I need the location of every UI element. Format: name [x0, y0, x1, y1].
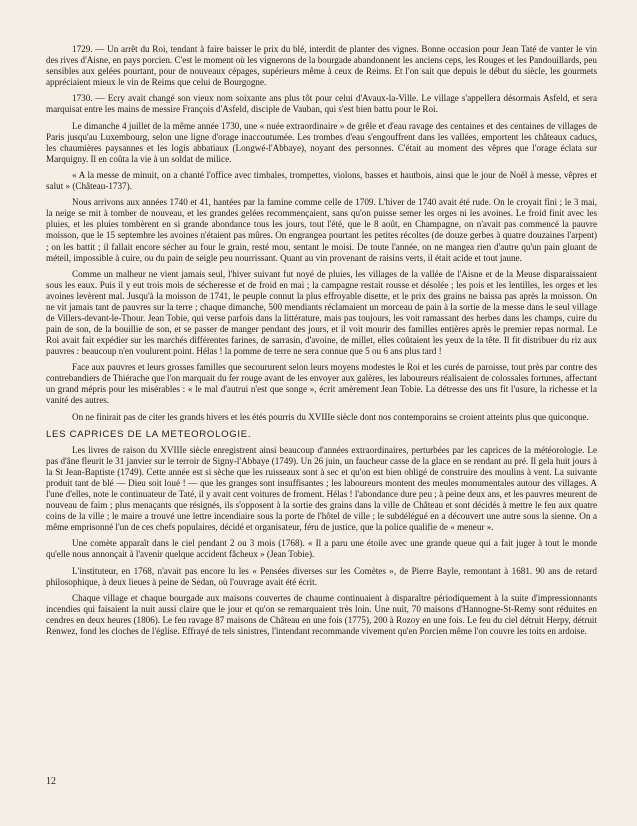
- paragraph: L'instituteur, en 1768, n'avait pas encore lu les « Pensées diverses sur les Comètes », de Pierre Bayle, remontant à 1681. 90 ans de retard philosophique, à deux lieues à peine de Sedan, où l'ouvrage avait été écrit.: [46, 565, 597, 587]
- paragraph: Une comète apparaît dans le ciel pendant 2 ou 3 mois (1768). « Il a paru une étoile avec une grande queue qui a fait juger à tout le monde qu'elle nous annonçait à l'avenir quelque accident fâcheux » (Jean Tobie).: [46, 538, 597, 560]
- paragraph: Face aux pauvres et leurs grosses familles que secoururent selon leurs moyens modestes le Roi et les curés de paroisse, tout près par contre des contrebandiers de Thiérache que l'on marquait du fer rouge avant de les envoyer aux galères, les laboureurs réalisaient de colossales fortunes, affectant un grand mépris pour les misérables : « le mal d'autrui n'est que songe », écrit amèrement Jean Tobie. La détresse des uns fit l'usure, la richesse et la vanité des autres.: [46, 362, 597, 406]
- body-text-part-2: [46, 445, 597, 637]
- section-heading: LES CAPRICES DE LA METEOROLOGIE.: [46, 428, 252, 440]
- paragraph: Comme un malheur ne vient jamais seul, l'hiver suivant fut noyé de pluies, les villages de la vallée de l'Aisne et de la Meuse disparaissaient sous les eaux. Puis il y eut trois mois de sécheresse et de froid en mai ; la campagne restait rousse et désolée ; les pois et les lentilles, les orges et les avoines levèrent mal. Jusqu'à la moisson de 1741, le peuple connut la plus effroyable disette, et le prix des grains ne baissa pas après la moisson. On ne vit jamais tant de pauvres sur la terre ; chaque dimanche, 500 mendiants réclamaient un morceau de pain à la sortie de la messe dans le seul village de Villers-devant-le-Thour. Jean Tobie, qui verse parfois dans la littérature, mais pas toujours, les voit ramassant des herbes dans les champs, cuire du pain de son, de la bouillie de son, et se passer de manger pendant des jours, et il voit mourir des familles entières après le premier repas normal. Le Roi avait fait expédier sur les marchés différentes farines, de sarrasin, d'avoine, de millet, elles coûtaient les yeux de la tête. Il fit distribuer du riz aux pauvres : beaucoup n'en voulurent point. Hélas ! la pomme de terre ne sera connue que 5 ou 6 ans plus tard !: [46, 268, 597, 357]
- paragraph: Les livres de raison du XVIIIe siècle enregistrent ainsi beaucoup d'années extraordinaires, perturbées par les caprices de la météorologie. Le pas d'âne fleurit le 31 janvier sur le terroir de Signy-l'Abbaye (1749). Un 26 juin, un faucheur casse de la glace en se rendant au pré. Il gela huit jours à la St Jean-Baptiste (1749). Cette année est si sèche que les ruisseaux sont à sec et qu'on est bien obligé de construire des moulins à vent. La suivante produit tant de blé — Dieu soit loué ! — que les granges sont insuffisantes ; les laboureurs montent des meules monumentales autour des villages. A l'une d'elles, note le continuateur de Taté, il y avait cent voitures de froment. Hélas ! l'abondance dure peu ; à peine deux ans, et les pauvres meurent de nouveau de faim ; plus menaçants que résignés, ils s'opposent à la sortie des grains dans la ville de Château et sont décidés à mettre le feu aux quatre coins de la ville ; le maire a trouvé une lettre incendiaire sous la porte de l'hôtel de ville ; le subdélégué en a découvert une autre sous la sienne. On a même emprisonné l'un de ces chefs populaires, décidé et organisateur, féru de justice, que la police qualifie de « meneur ».: [46, 444, 597, 533]
- page-number: 12: [46, 776, 56, 787]
- paragraph: On ne finirait pas de citer les grands hivers et les étés pourris du XVIIIe siècle dont nos contemporains se croient atteints plus que quiconque.: [72, 411, 589, 422]
- paragraph: 1730. — Ecry avait changé son vieux nom soixante ans plus tôt pour celui d'Avaux-la-Ville. Le village s'appellera désormais Asfeld, et sera marquisat entre les mains de messire François d'Asfeld, disciple de Vauban, qui s'est bien battu pour le Roi.: [46, 93, 597, 115]
- paragraph: « A la messe de minuit, on a chanté l'office avec timbales, trompettes, violons, basses et hautbois, ainsi que le jour de Noël à messe, vêpres et salut » (Château-1737).: [46, 170, 597, 192]
- paragraph: 1729. — Un arrêt du Roi, tendant à faire baisser le prix du blé, interdit de planter des vignes. Bonne occasion pour Jean Taté de vanter le vin des rives d'Aisne, en pays porcien. C'est le moment où les vignerons de la bourgade abandonnent les anciens ceps, les Rouges et les Pandouillards, peu sensibles aux gelées pourtant, pour de nouveaux cépages, supérieurs même à ceux de Reims. Et l'on sait que depuis le début du siècle, les gourmets appréciaient mieux le vin de Reims que celui de Bourgogne.: [46, 44, 597, 88]
- paragraph: Chaque village et chaque bourgade aux maisons couvertes de chaume continuaient à disparaître périodiquement à la suite d'impressionnants incendies qui faisaient la nuit aussi claire que le jour et qu'on se remarquaient très loin. Une nuit, 70 maisons d'Hannogne-St-Remy sont réduites en cendres en deux heures (1806). Le feu ravage 87 maisons de Château en une fois (1775), 200 à Rozoy en une fois. Le feu du ciel détruit Herpy, détruit Renwez, fond les cloches de l'église. Effrayé de tels sinistres, l'intendant recommande vivement qu'en Porcien même l'on couvre les toits en ardoise.: [46, 592, 597, 637]
- paragraph: Le dimanche 4 juillet de la même année 1730, une « nuée extraordinaire » de grêle et d'eau ravage des centaines et des centaines de villages de Paris jusqu'au Luxembourg, selon une ligne d'orage inaccoutumée. Les trombes d'eau s'engouffrent dans les vallées, emportent les châteaux caducs, les chaumières paysannes et les logis abbatiaux (Longwé-l'Abbaye), noyant des personnes. C'était au moment des vêpres que l'orage éclata sur Marquigny. Il en coûta la vie à un soldat de milice.: [46, 120, 597, 164]
- paragraph: Nous arrivons aux années 1740 et 41, hantées par la famine comme celle de 1709. L'hiver de 1740 avait été rude. On le croyait fini ; le 3 mai, la neige se mit à tomber de nouveau, et les grandes gelées recommençaient, sans qu'on puisse semer les orges ni les avoines. Le froid finit avec les pluies, et les pluies tombèrent en si grande abondance tous les jours, tout l'été, que le 8 août, en Champagne, on n'avait pas commencé la pauvre moisson, que le 15 septembre les avoines n'étaient pas mûres. On engrangea pourtant les petites récoltes (de douze gerbes à quatre douzaines l'arpent) ; on les battit ; il fallait encore sécher au four le grain, resté mou, sentant le moisi. De toute l'année, on ne mangea rien d'autre qu'un pain gluant de méteil, impossible à cuire, ou du pain de seigle peu nourrissant. Quant au vin provenant de raisins verts, il était acide et tout jaune.: [46, 197, 597, 263]
- body-text-part-1: [46, 44, 597, 423]
